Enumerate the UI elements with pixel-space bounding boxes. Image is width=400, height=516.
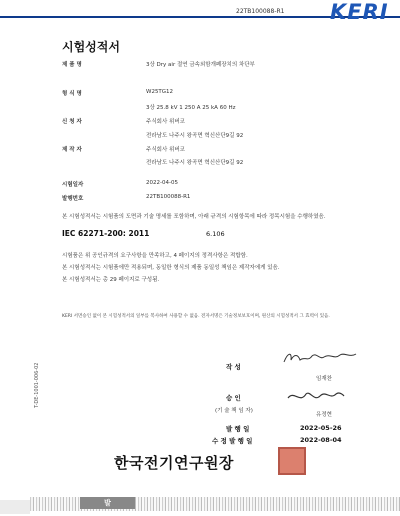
field-label-issue-number: 발행번호 — [62, 196, 84, 202]
field-value-product: 3상 Dry air 절연 금속외함개폐장치의 차단부 — [146, 62, 255, 68]
signature-role-author: 작 성 — [226, 363, 241, 371]
author-name: 임재찬 — [316, 376, 332, 382]
header-cert-number: 22TB100088-R1 — [236, 8, 285, 15]
field-value-rating: 3상 25.8 kV 1 250 A 25 kA 60 Hz — [146, 105, 236, 111]
footer-tag: 발 — [80, 497, 135, 509]
field-value-applicant-address: 전라남도 나주시 왕곡면 혁신산단9길 92 — [146, 133, 244, 139]
official-seal-icon — [278, 447, 306, 475]
field-label-model: 형 식 명 — [62, 91, 82, 97]
signature-role-approver-sub: (기 술 책 임 자) — [215, 408, 253, 414]
intro-statement: 본 시험성적서는 시험품의 도면과 기술 명세를 포함하며, 아래 규격의 시험항목에 따라 정목시험을 수행하였음. — [62, 214, 326, 220]
field-value-manufacturer: 주식회사 위버코 — [146, 147, 185, 153]
document-title: 시험성적서 — [62, 40, 120, 54]
issue-date-value: 2022-05-26 — [300, 424, 342, 432]
revised-issue-date-label: 수 정 발 행 일 — [212, 437, 253, 445]
field-value-test-date: 2022-04-05 — [146, 180, 178, 186]
keri-logo: KERI — [330, 0, 389, 24]
note-line-3: 본 시험성적서는 총 29 페이지로 구성됨. — [62, 277, 160, 283]
field-label-test-date: 시험일자 — [62, 182, 84, 188]
signature-role-approver: 승 인 — [226, 394, 241, 402]
issue-date-label: 발 행 일 — [226, 425, 250, 433]
revised-issue-date-value: 2022-08-04 — [300, 436, 342, 444]
standard-name: IEC 62271-200: 2011 — [62, 229, 150, 238]
field-label-manufacturer: 제 작 자 — [62, 147, 82, 153]
field-value-issue-number: 22TB100088-R1 — [146, 194, 191, 200]
footer-gray-bar — [0, 500, 30, 514]
footnote: KERI 서면승인 없이 본 시험성적서의 일부를 복사하여 사용할 수 없음. 전자서명은 기술정보보호이며, 원산의 시험성적서 그 효력이 있음. — [62, 314, 330, 319]
field-label-product: 제 품 명 — [62, 62, 82, 68]
approver-name: 유정현 — [316, 412, 332, 418]
standard-edition: 6.106 — [206, 230, 225, 238]
field-value-manufacturer-address: 전라남도 나주시 왕곡면 혁신산단9길 92 — [146, 160, 244, 166]
field-value-model: W25TG12 — [146, 89, 174, 95]
approver-signature-icon — [286, 388, 346, 406]
note-line-1: 시험품은 위 공인규격의 요구사항을 만족하고, 4 페이지의 정격사항은 적합함. — [62, 253, 248, 259]
field-label-applicant: 신 청 자 — [62, 119, 82, 125]
field-value-applicant: 주식회사 위버코 — [146, 119, 185, 125]
note-line-2: 본 시험성적서는 시험품에만 적용되며, 동일한 형식의 제품 동일성 책임은 제작자에게 있음. — [62, 265, 280, 271]
issuer-name: 한국전기연구원장 — [114, 454, 234, 472]
author-signature-icon — [282, 348, 362, 368]
side-document-code: T-DE-1001-006-02 — [34, 362, 40, 408]
